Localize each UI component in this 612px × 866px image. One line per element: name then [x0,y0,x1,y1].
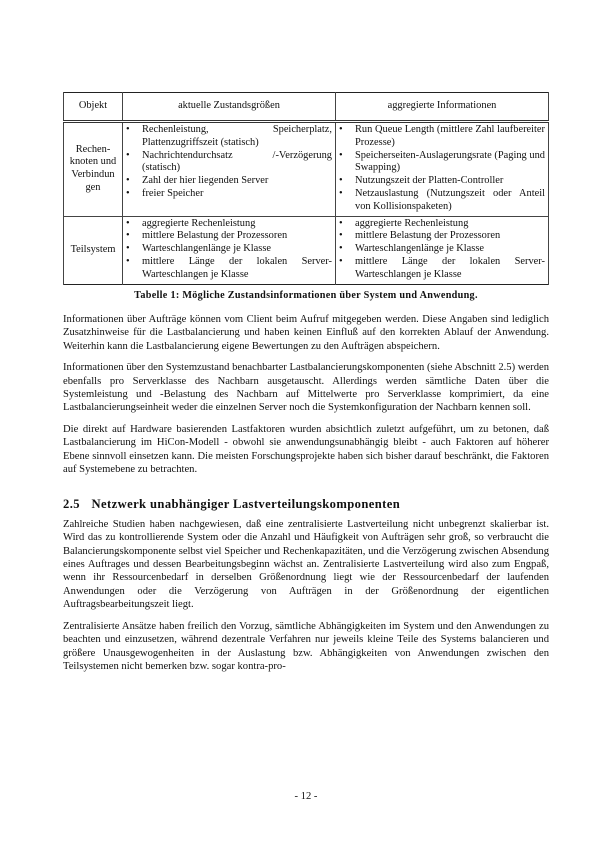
current-state-cell [123,122,336,217]
state-information-table [63,92,549,285]
list-item: • freier Speicher [126,188,332,201]
current-state-cell [123,216,336,284]
list-item: • mittlere Länge der lokalen Server-Warteschlangen je Klasse [126,256,332,282]
list-item: • Nutzungszeit der Platten-Controller [339,175,545,188]
header-object: Objekt [64,93,123,122]
list-item: • Rechenleistung, Speicherplatz, Plattenzugriffszeit (statisch) [126,124,332,150]
page-number: - 12 - [294,791,318,802]
aggregated-info-cell [336,216,549,284]
object-line: Rechen- [75,143,111,155]
list-item: • aggregierte Rechenleistung [339,218,545,231]
list-item: • Warteschlangenlänge je Klasse [126,243,332,256]
table-row [64,122,549,217]
row-object-cell [64,122,123,217]
list-item: • Run Queue Length (mittlere Zahl laufbereiter Prozesse) [339,124,545,150]
list-item: • Speicherseiten-Auslagerungsrate (Paging und Swapping) [339,150,545,176]
list-item: • Netzauslastung (Nutzungszeit oder Anteil von Kollisionspaketen) [339,188,545,214]
header-aggregated-info: aggregierte Informationen [336,93,549,122]
row-object-cell: Teilsystem [64,216,123,284]
section-number: 2.5 [63,497,80,512]
table-header-row [64,93,549,122]
table-row [64,216,549,284]
paragraph: Zentralisierte Ansätze haben freilich den Vorzug, sämtliche Abhängigkeiten im System und den Anwendungen zu beachten und einzusetzen, während dezentrale Verfahren nur jeweils kleine Teile des Systems balancieren und größere Unausgewogenheiten in der Auslastung bzw. Abhängigkeiten von Anwendungen zwischen den Teilsystemen nicht bemerken bzw. sogar kontra-pro- [63,620,549,672]
object-line: Verbindun [71,169,115,181]
list-item: • Nachrichtendurchsatz /-Verzögerung (statisch) [126,150,332,176]
aggregated-info-cell [336,122,549,217]
paragraph: Informationen über den Systemzustand benachbarter Lastbalancierungskomponenten (siehe Abschnitt 2.5) werden ebenfalls pro Serverklasse des Nachbarn ausgetauscht. Allerdings werden sämtliche Daten über die Systemleistung und -Belastung des Nachbarn auf Mittelwerte pro Serverklasse komprimiert, da eine Lastbalancierungseinheit weder die einzelnen Server noch die Systemkonfiguration der Nachbarn kennen soll. [63,362,549,414]
object-line: knoten und [69,156,117,168]
paragraph: Zahlreiche Studien haben nachgewiesen, daß eine zentralisierte Lastverteilung nicht unbegrenzt skalierbar ist. Wird das zu kontrollierende System oder die Anzahl und Häufigkeit von Aufträgen sehr groß, so verbraucht die Balancierungskomponente selbst viel Speicher und Rechenkapazitäten, und die Verzögerung zwischen Absendung eines Auftrages und dessen Bearbeitungsbeginn wächst an. Zentralisierte Lastverteilung wird also zum Engpaß, wenn ihr Ressourcenbedarf in derselben Größenordnung liegt wie der Ressourcenbedarf der laufenden Anwendungen oder die Verzögerung von Aufträgen in der Größenordnung der eigentlichen Auftragsbearbeitungszeit liegt. [63,518,549,611]
list-item: • mittlere Belastung der Prozessoren [339,230,545,243]
list-item: • aggregierte Rechenleistung [126,218,332,231]
paragraph: Informationen über Aufträge können vom Client beim Aufruf mitgegeben werden. Diese Angaben sind lediglich Zusatzhinweise für die Lastbalancierung und haben keinen Einfluß auf den korrekten Ablauf der Anwendung. Weiterhin kann die Lastbalancierung eigene Bewertungen zu den Aufträgen abspeichern. [63,313,549,352]
header-current-state: aktuelle Zustandsgrößen [123,93,336,122]
section-title: Netzwerk unabhängiger Lastverteilungskomponenten [91,497,401,512]
section-heading [63,498,549,511]
list-item: • Zahl der hier liegenden Server [126,175,332,188]
list-item: • mittlere Belastung der Prozessoren [126,230,332,243]
page-body [63,92,549,673]
paragraph: Die direkt auf Hardware basierenden Lastfaktoren wurden absichtlich zuletzt aufgeführt, um zu betonen, daß Lastbalancierung im HiCon-Modell - obwohl sie anwendungsunabhängig bleibt - auch Faktoren auf höherer Ebene sinnvoll einsetzen kann. Die meisten Forschungsprojekte haben sich bisher darauf beschränkt, die Faktoren auf Systemebene zu betrachten. [63,423,549,476]
object-line: gen [85,182,101,194]
table-caption: Tabelle 1: Mögliche Zustandsinformationen über System und Anwendung. [134,289,478,301]
list-item: • Warteschlangenlänge je Klasse [339,243,545,256]
list-item: • mittlere Länge der lokalen Server-Warteschlangen je Klasse [339,256,545,282]
